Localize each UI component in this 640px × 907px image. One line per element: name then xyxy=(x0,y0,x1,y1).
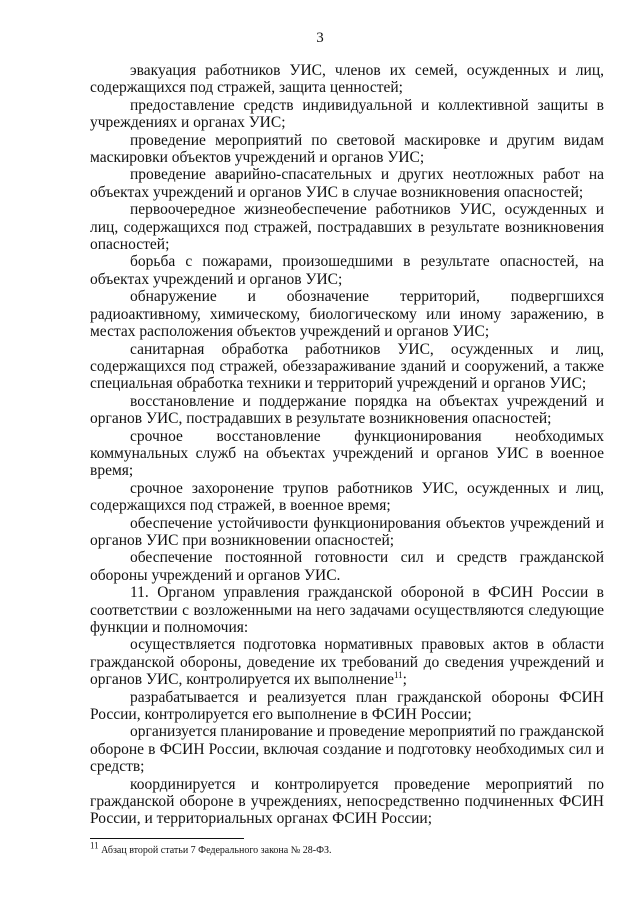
footnote-marker: 11 xyxy=(90,840,99,851)
paragraph: срочное захоронение трупов работников УИС, осужденных и лиц, содержащихся под стражей, в военное время; xyxy=(90,479,604,515)
paragraph: координируется и контролируется проведение мероприятий по гражданской обороне в учреждениях, непосредственно подчиненных ФСИН России, и территориальных органах ФСИН России; xyxy=(90,775,604,828)
paragraph: первоочередное жизнеобеспечение работников УИС, осужденных и лиц, содержащихся под стражей, пострадавших в результате возникновения опасностей; xyxy=(90,201,604,254)
paragraph-text: осуществляется подготовка нормативных правовых актов в области гражданской обороны, доведение их требований до сведения учреждений и органов УИС, контролируется их выполнение xyxy=(90,636,604,689)
footnote-reference[interactable]: 11 xyxy=(394,670,403,681)
paragraph: эвакуация работников УИС, членов их семей, осужденных и лиц, содержащихся под стражей, защита ценностей; xyxy=(90,62,604,97)
body-text xyxy=(90,62,604,828)
paragraph-tail: ; xyxy=(402,671,407,689)
section-11-paragraph: 11. Органом управления гражданской обороной в ФСИН России в соответствии с возложенными на него задачами осуществляются следующие функции и полномочия: xyxy=(90,584,604,636)
paragraph: проведение аварийно-спасательных и других неотложных работ на объектах учреждений и органов УИС в случае возникновения опасностей; xyxy=(90,166,604,201)
paragraph-with-footnote xyxy=(90,636,604,688)
paragraph: разрабатывается и реализуется план гражданской обороны ФСИН России, контролируется его выполнение в ФСИН России; xyxy=(90,688,604,724)
paragraph: предоставление средств индивидуальной и коллективной защиты в учреждениях и органах УИС; xyxy=(90,96,604,132)
paragraph: организуется планирование и проведение мероприятий по гражданской обороне в ФСИН России, включая создание и подготовку необходимых сил и средств; xyxy=(90,723,604,776)
paragraph: восстановление и поддержание порядка на объектах учреждений и органов УИС, пострадавших в результате возникновения опасностей; xyxy=(90,392,604,428)
paragraph: обеспечение постоянной готовности сил и средств гражданской обороны учреждений и органов УИС. xyxy=(90,549,604,584)
paragraph: обнаружение и обозначение территорий, подвергшихся радиоактивному, химическому, биологическому или иному заражению, в местах расположения объектов учреждений и органов УИС; xyxy=(90,288,604,341)
paragraph: обеспечение устойчивости функционирования объектов учреждений и органов УИС при возникновении опасностей; xyxy=(90,514,604,549)
footnote xyxy=(90,840,604,857)
paragraph: борьба с пожарами, произошедшими в результате опасностей, на объектах учреждений и органов УИС; xyxy=(90,253,604,288)
paragraph: срочное восстановление функционирования необходимых коммунальных служб на объектах учреждений и органов УИС в военное время; xyxy=(90,427,604,480)
paragraph: санитарная обработка работников УИС, осужденных и лиц, содержащихся под стражей, обеззараживание зданий и сооружений, а также специальная обработка техники и территорий учреждений и органов УИС; xyxy=(90,340,604,393)
footnote-divider xyxy=(90,838,244,839)
paragraph: проведение мероприятий по световой маскировке и другим видам маскировки объектов учреждений и органов УИС; xyxy=(90,131,604,167)
page-number: 3 xyxy=(316,30,324,46)
footnote-text: Абзац второй статьи 7 Федерального закона № 28-ФЗ. xyxy=(98,845,332,856)
